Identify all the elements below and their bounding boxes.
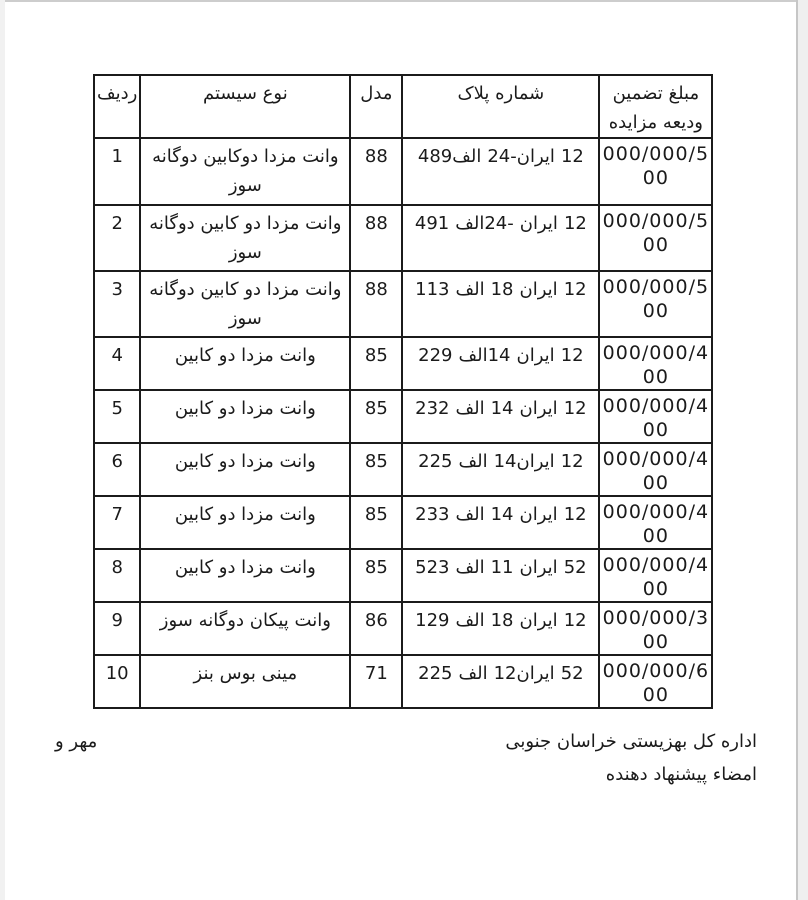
plate-group — [455, 275, 484, 304]
system-type-line: وانت مزدا دو کابین — [174, 345, 316, 366]
row-number: 5 — [111, 398, 123, 419]
plate-token: ایران — [516, 451, 555, 472]
plate-group — [415, 275, 449, 304]
deposit-line: 000/000/4 — [602, 342, 710, 364]
table-header-row — [94, 75, 712, 138]
plate-token: 12 — [563, 610, 587, 631]
plate-token: ایران — [519, 213, 558, 234]
header-deposit-line1: مبلغ تضمین — [612, 83, 700, 104]
deposit-line: 000/000/5 — [602, 210, 710, 232]
plate-group — [487, 142, 555, 171]
plate-token: - — [510, 146, 517, 167]
system-type-cell — [140, 655, 350, 708]
plate-token: 14 — [487, 345, 511, 366]
plate-token: 12 — [560, 146, 584, 167]
plate-group — [458, 659, 487, 688]
deposit-line: 00 — [642, 366, 669, 388]
plate-token: الف — [452, 146, 482, 167]
plate-token: 12 — [563, 398, 587, 419]
right-page-edge-gutter — [796, 0, 808, 900]
row-number-cell — [94, 337, 140, 390]
plate-value — [405, 553, 596, 582]
deposit-line: 00 — [642, 167, 669, 189]
plate-group — [520, 606, 558, 635]
system-type-line: وانت مزدا دو کابین — [174, 451, 316, 472]
plate-group — [520, 500, 558, 529]
plate-value — [405, 606, 596, 635]
row-number-cell — [94, 602, 140, 655]
system-type-cell — [140, 496, 350, 549]
system-type-line: مینی بوس بنز — [193, 663, 298, 684]
model-value: 85 — [364, 504, 388, 525]
row-number: 9 — [111, 610, 123, 631]
deposit-cell — [599, 390, 712, 443]
plate-token: ایران — [519, 557, 558, 578]
plate-token: 12 — [493, 663, 517, 684]
model-cell — [350, 337, 402, 390]
plate-token: 12 — [560, 345, 584, 366]
system-type-line: وانت مزدا دو کابین — [174, 504, 316, 525]
footer-line2 — [55, 763, 757, 786]
model-cell — [350, 655, 402, 708]
deposit-line: 00 — [642, 419, 669, 441]
deposit-line: 00 — [642, 472, 669, 494]
deposit-line: 000/000/4 — [602, 501, 710, 523]
row-number: 6 — [111, 451, 123, 472]
plate-token: 229 — [418, 345, 453, 366]
model-value: 85 — [364, 398, 388, 419]
plate-value — [405, 394, 596, 423]
plate-group — [415, 553, 449, 582]
model-cell — [350, 602, 402, 655]
plate-token: 233 — [415, 504, 450, 525]
deposit-line: 000/000/4 — [602, 395, 710, 417]
plate-group — [415, 209, 449, 238]
row-number: 2 — [111, 213, 123, 234]
header-row-number — [94, 75, 140, 138]
plate-group — [564, 500, 587, 529]
plate-token: 24 — [487, 146, 511, 167]
header-model — [350, 75, 402, 138]
plate-group — [415, 500, 449, 529]
plate-token: 14 — [490, 398, 514, 419]
row-number-cell — [94, 271, 140, 337]
plate-group — [455, 553, 484, 582]
plate-token: 225 — [418, 663, 453, 684]
header-plate-number — [402, 75, 599, 138]
header-system-type-label: نوع سیستم — [202, 83, 288, 104]
plate-token: الف — [455, 504, 485, 525]
system-type-line: سوز — [228, 308, 262, 329]
model-value: 85 — [364, 345, 388, 366]
table-row — [94, 496, 712, 549]
plate-group — [418, 447, 452, 476]
plate-token: ایران — [516, 146, 555, 167]
row-number-cell — [94, 655, 140, 708]
deposit-cell — [599, 138, 712, 205]
plate-token: 14 — [493, 451, 517, 472]
deposit-cell — [599, 205, 712, 271]
plate-token: ایران — [516, 345, 555, 366]
plate-group — [455, 500, 484, 529]
plate-group — [491, 394, 514, 423]
plate-token: الف — [458, 345, 488, 366]
plate-token: 523 — [415, 557, 450, 578]
plate-token: 491 — [414, 213, 450, 234]
system-type-line: وانت مزدا دو کابین دوگانه — [149, 213, 342, 234]
plate-group — [494, 659, 555, 688]
row-number: 8 — [111, 557, 123, 578]
model-value: 85 — [364, 557, 388, 578]
model-cell — [350, 496, 402, 549]
row-number: 4 — [111, 345, 123, 366]
deposit-line: 00 — [642, 525, 669, 547]
plate-token: الف — [455, 279, 485, 300]
deposit-cell — [599, 602, 712, 655]
plate-group — [491, 275, 514, 304]
plate-group — [491, 553, 514, 582]
model-value: 88 — [364, 213, 388, 234]
plate-token: 11 — [490, 557, 514, 578]
deposit-line: 00 — [642, 234, 669, 256]
deposit-line: 000/000/5 — [602, 276, 710, 298]
plate-cell — [402, 390, 599, 443]
plate-cell — [402, 655, 599, 708]
deposit-line: 00 — [642, 578, 669, 600]
row-number-cell — [94, 549, 140, 602]
plate-cell — [402, 337, 599, 390]
plate-token: 232 — [415, 398, 450, 419]
plate-group — [455, 209, 514, 238]
row-number-cell — [94, 443, 140, 496]
table-row — [94, 549, 712, 602]
table-row — [94, 655, 712, 708]
system-type-cell — [140, 271, 350, 337]
plate-cell — [402, 271, 599, 337]
system-type-line: سوز — [228, 242, 262, 263]
plate-group — [520, 209, 558, 238]
plate-group — [564, 606, 587, 635]
model-value: 71 — [364, 663, 388, 684]
plate-group — [418, 659, 452, 688]
header-deposit-amount — [599, 75, 712, 138]
plate-cell — [402, 496, 599, 549]
organization-name: اداره کل بهزیستی خراسان جنوبی — [505, 731, 757, 752]
system-type-line: وانت مزدا دو کابین دوگانه — [149, 279, 342, 300]
plate-group — [491, 606, 514, 635]
header-system-type — [140, 75, 350, 138]
auction-vehicles-table — [93, 74, 713, 709]
header-model-label: مدل — [360, 83, 393, 104]
plate-token: 24 — [484, 213, 508, 234]
plate-token: الف — [455, 398, 485, 419]
header-deposit-line2: ودیعه مزایده — [608, 112, 703, 133]
plate-group — [561, 341, 584, 370]
plate-group — [517, 341, 555, 370]
row-number-cell — [94, 205, 140, 271]
deposit-line: 000/000/4 — [602, 554, 710, 576]
deposit-line: 00 — [642, 631, 669, 653]
plate-token: ایران — [519, 279, 558, 300]
plate-token: - — [507, 213, 514, 234]
plate-group — [520, 394, 558, 423]
plate-token: 12 — [563, 279, 587, 300]
plate-group — [520, 553, 558, 582]
plate-group — [491, 500, 514, 529]
plate-cell — [402, 602, 599, 655]
table-body — [94, 138, 712, 708]
system-type-cell — [140, 205, 350, 271]
header-plate-number-label: شماره پلاک — [457, 83, 545, 104]
table-row — [94, 138, 712, 205]
model-value: 85 — [364, 451, 388, 472]
plate-token: ایران — [519, 610, 558, 631]
plate-cell — [402, 138, 599, 205]
plate-group — [561, 142, 584, 171]
plate-token: الف — [455, 213, 485, 234]
deposit-line: 000/000/5 — [602, 143, 710, 165]
signature-text: امضاء پیشنهاد دهنده — [605, 764, 757, 785]
plate-group — [455, 606, 484, 635]
plate-group — [564, 394, 587, 423]
row-number: 1 — [111, 146, 123, 167]
plate-token: 225 — [418, 451, 453, 472]
plate-group — [415, 394, 449, 423]
system-type-cell — [140, 138, 350, 205]
row-number: 10 — [105, 663, 129, 684]
system-type-cell — [140, 443, 350, 496]
deposit-cell — [599, 496, 712, 549]
system-type-cell — [140, 549, 350, 602]
system-type-cell — [140, 602, 350, 655]
model-cell — [350, 390, 402, 443]
plate-token: 12 — [560, 451, 584, 472]
plate-value — [405, 209, 596, 238]
plate-value — [405, 275, 596, 304]
stamp-text: مهر و — [55, 731, 98, 752]
model-cell — [350, 205, 402, 271]
deposit-line: 000/000/6 — [602, 660, 710, 682]
deposit-cell — [599, 337, 712, 390]
deposit-line: 00 — [642, 300, 669, 322]
plate-group — [418, 142, 481, 171]
plate-group — [561, 659, 584, 688]
plate-group — [415, 606, 449, 635]
system-type-line: وانت مزدا دو کابین — [174, 557, 316, 578]
deposit-cell — [599, 443, 712, 496]
plate-group — [458, 341, 510, 370]
row-number-cell — [94, 138, 140, 205]
deposit-line: 000/000/4 — [602, 448, 710, 470]
row-number: 7 — [111, 504, 123, 525]
plate-token: 12 — [563, 504, 587, 525]
model-cell — [350, 549, 402, 602]
plate-group — [458, 447, 487, 476]
plate-token: ایران — [519, 504, 558, 525]
system-type-line: وانت مزدا دوکابین دوگانه — [152, 146, 339, 167]
plate-value — [405, 500, 596, 529]
system-type-line: وانت مزدا دو کابین — [174, 398, 316, 419]
model-value: 88 — [364, 279, 388, 300]
model-value: 86 — [364, 610, 388, 631]
plate-token: 18 — [490, 610, 514, 631]
system-type-line: وانت پیکان دوگانه سوز — [159, 610, 331, 631]
model-cell — [350, 443, 402, 496]
row-number: 3 — [111, 279, 123, 300]
plate-group — [520, 275, 558, 304]
plate-group — [564, 275, 587, 304]
system-type-line: سوز — [228, 175, 262, 196]
table-row — [94, 337, 712, 390]
deposit-cell — [599, 271, 712, 337]
footer-block — [55, 730, 757, 786]
plate-cell — [402, 549, 599, 602]
plate-value — [405, 341, 596, 370]
plate-token: 52 — [563, 557, 587, 578]
model-cell — [350, 271, 402, 337]
plate-token: 113 — [415, 279, 450, 300]
model-cell — [350, 138, 402, 205]
plate-token: 14 — [490, 504, 514, 525]
plate-token: الف — [455, 557, 485, 578]
plate-token: 12 — [563, 213, 587, 234]
plate-token: ایران — [516, 663, 555, 684]
model-value: 88 — [364, 146, 388, 167]
left-page-margin — [0, 0, 5, 900]
row-number-cell — [94, 390, 140, 443]
plate-token: الف — [458, 451, 488, 472]
plate-token: 129 — [415, 610, 450, 631]
plate-value — [405, 142, 596, 171]
plate-group — [455, 394, 484, 423]
deposit-line: 000/000/3 — [602, 607, 710, 629]
system-type-cell — [140, 337, 350, 390]
plate-group — [561, 447, 584, 476]
deposit-cell — [599, 549, 712, 602]
plate-token: 52 — [560, 663, 584, 684]
table-row — [94, 390, 712, 443]
plate-group — [564, 553, 587, 582]
table-row — [94, 205, 712, 271]
plate-token: الف — [458, 663, 488, 684]
header-row-number-label: ردیف — [97, 83, 138, 104]
plate-group — [564, 209, 587, 238]
plate-cell — [402, 205, 599, 271]
system-type-cell — [140, 390, 350, 443]
plate-token: 18 — [490, 279, 514, 300]
plate-token: ایران — [519, 398, 558, 419]
table-row — [94, 443, 712, 496]
footer-line1 — [55, 730, 757, 753]
plate-value — [405, 659, 596, 688]
plate-cell — [402, 443, 599, 496]
row-number-cell — [94, 496, 140, 549]
plate-value — [405, 447, 596, 476]
table-row — [94, 271, 712, 337]
plate-group — [494, 447, 555, 476]
top-page-edge-line — [5, 0, 796, 2]
deposit-line: 00 — [642, 684, 669, 706]
plate-group — [418, 341, 452, 370]
deposit-cell — [599, 655, 712, 708]
plate-token: الف — [455, 610, 485, 631]
plate-token: 489 — [417, 146, 453, 167]
table-row — [94, 602, 712, 655]
